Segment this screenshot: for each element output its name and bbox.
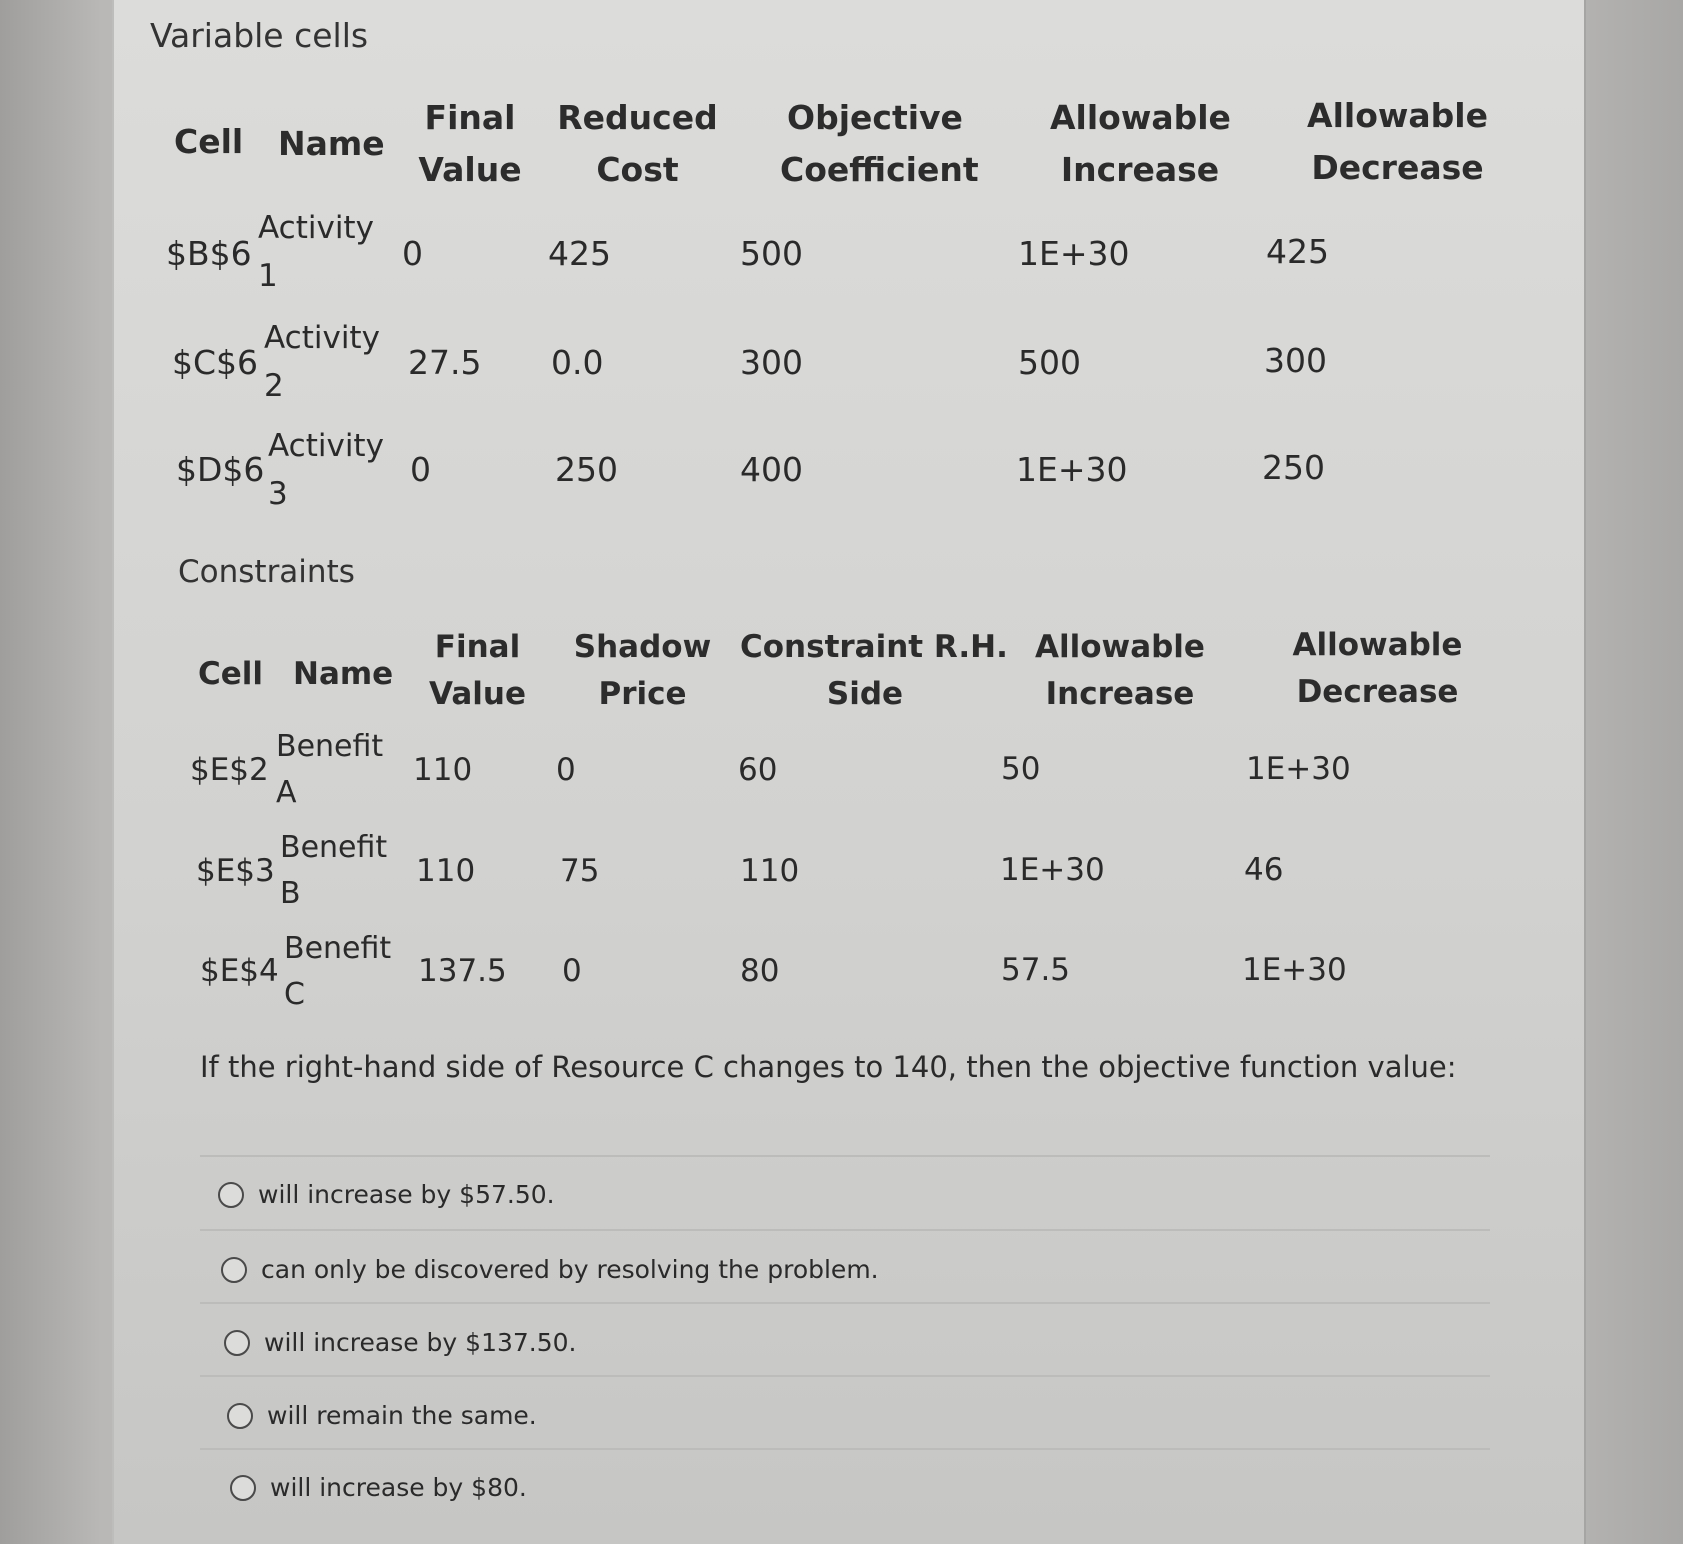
header-text: Constraint R.H. xyxy=(740,629,1008,665)
con-row-2-shadow-price: 75 xyxy=(560,853,600,889)
con-row-2-allowable-increase: 1E+30 xyxy=(1000,852,1105,888)
con-row-3-shadow-price: 0 xyxy=(562,953,582,989)
answer-option-label: will increase by $80. xyxy=(270,1473,527,1502)
header-text: Coefficient xyxy=(780,150,979,189)
answer-option-4[interactable] xyxy=(227,1401,537,1430)
var-row-1-allowable-increase: 1E+30 xyxy=(1018,234,1130,273)
con-row-1-allowable-decrease: 1E+30 xyxy=(1246,751,1351,787)
var-row-3-allowable-decrease: 250 xyxy=(1262,448,1325,487)
var-row-2-name xyxy=(264,314,380,410)
header-text: Side xyxy=(826,676,904,712)
answer-option-1[interactable] xyxy=(218,1180,555,1209)
var-row-1-cell: $B$6 xyxy=(166,234,252,273)
con-row-1-final-value: 110 xyxy=(413,752,473,788)
con-row-1-shadow-price: 0 xyxy=(556,752,576,788)
name-line: Activity xyxy=(268,428,384,464)
answer-option-2[interactable] xyxy=(221,1255,879,1284)
header-text: Allowable xyxy=(1050,98,1231,137)
con-row-1-allowable-increase: 50 xyxy=(1001,751,1041,787)
header-text: Reduced xyxy=(557,98,718,137)
name-line: Activity xyxy=(264,320,380,356)
radio-button[interactable] xyxy=(224,1330,250,1356)
con-row-1-cell: $E$2 xyxy=(190,752,269,788)
con-row-2-final-value: 110 xyxy=(416,853,476,889)
var-row-3-name xyxy=(268,422,384,518)
header-text: Increase xyxy=(1060,150,1220,189)
con-row-2-cell: $E$3 xyxy=(196,853,275,889)
header-text: Objective xyxy=(787,98,963,137)
variable-cells-title: Variable cells xyxy=(150,16,369,55)
con-header-cell xyxy=(198,648,263,700)
name-line: A xyxy=(276,775,297,810)
var-header-objective-coefficient xyxy=(780,92,979,196)
question-text: If the right-hand side of Resource C changes to 140, then the objective function value: xyxy=(200,1050,1457,1084)
var-row-2-allowable-increase: 500 xyxy=(1018,343,1081,382)
var-row-1-final-value: 0 xyxy=(402,234,423,273)
var-header-allowable-increase xyxy=(1050,92,1230,196)
con-row-2-allowable-decrease: 46 xyxy=(1244,852,1284,888)
name-line: C xyxy=(284,977,305,1012)
header-text: Value xyxy=(418,150,522,189)
answer-option-label: will increase by $137.50. xyxy=(264,1328,577,1357)
name-line: Activity xyxy=(258,210,374,246)
divider xyxy=(200,1155,1490,1157)
header-text: Allowable xyxy=(1292,627,1463,663)
header-text: Cell xyxy=(174,122,244,161)
radio-button[interactable] xyxy=(218,1182,244,1208)
con-row-3-final-value: 137.5 xyxy=(418,953,507,989)
divider xyxy=(200,1375,1490,1377)
var-row-3-objective-coefficient: 400 xyxy=(740,450,803,489)
header-text: Name xyxy=(278,124,385,163)
header-text: Final xyxy=(434,629,521,665)
radio-button[interactable] xyxy=(230,1475,256,1501)
header-text: Allowable xyxy=(1307,96,1488,135)
var-header-reduced-cost xyxy=(555,92,720,196)
con-row-2-name xyxy=(280,825,387,917)
header-text: Value xyxy=(429,676,526,712)
radio-button[interactable] xyxy=(227,1403,253,1429)
header-text: Allowable xyxy=(1035,629,1205,665)
var-header-cell xyxy=(174,116,243,168)
divider xyxy=(200,1229,1490,1231)
var-row-1-objective-coefficient: 500 xyxy=(740,234,803,273)
con-row-3-rhs: 80 xyxy=(740,953,780,989)
name-line: 1 xyxy=(258,258,278,294)
con-row-1-rhs: 60 xyxy=(738,752,778,788)
con-header-final-value xyxy=(420,624,535,718)
var-row-1-name xyxy=(258,204,374,300)
var-row-3-final-value: 0 xyxy=(410,450,431,489)
var-row-3-reduced-cost: 250 xyxy=(555,450,618,489)
name-line: 2 xyxy=(264,368,284,404)
name-line: Benefit xyxy=(280,830,388,865)
var-header-allowable-decrease xyxy=(1305,90,1490,194)
con-row-3-allowable-increase: 57.5 xyxy=(1001,952,1071,988)
answer-option-label: will remain the same. xyxy=(267,1401,537,1430)
var-row-2-reduced-cost: 0.0 xyxy=(551,343,604,382)
var-row-1-allowable-decrease: 425 xyxy=(1266,232,1329,271)
con-row-3-name xyxy=(284,926,391,1018)
var-header-final-value xyxy=(405,92,535,196)
con-header-allowable-increase xyxy=(1030,624,1210,718)
name-line: Benefit xyxy=(276,729,384,764)
con-row-2-rhs: 110 xyxy=(740,853,800,889)
radio-button[interactable] xyxy=(221,1257,247,1283)
name-line: Benefit xyxy=(284,931,392,966)
header-text: Price xyxy=(598,676,687,712)
name-line: B xyxy=(280,876,301,911)
var-row-3-cell: $D$6 xyxy=(176,450,265,489)
header-text: Name xyxy=(293,656,394,692)
var-row-2-cell: $C$6 xyxy=(172,343,259,382)
answer-option-label: can only be discovered by resolving the problem. xyxy=(261,1255,879,1284)
con-row-3-cell: $E$4 xyxy=(200,953,279,989)
answer-option-label: will increase by $57.50. xyxy=(258,1180,555,1209)
var-row-2-allowable-decrease: 300 xyxy=(1264,341,1327,380)
con-header-constraint-rhs xyxy=(740,624,1008,718)
var-header-name xyxy=(278,118,385,170)
con-header-name xyxy=(293,648,393,700)
divider xyxy=(200,1302,1490,1304)
con-header-shadow-price xyxy=(570,624,715,718)
header-text: Final xyxy=(424,98,516,137)
answer-option-5[interactable] xyxy=(230,1473,527,1502)
header-text: Increase xyxy=(1045,676,1195,712)
constraints-title: Constraints xyxy=(178,554,355,590)
var-row-2-objective-coefficient: 300 xyxy=(740,343,803,382)
name-line: 3 xyxy=(268,476,288,512)
header-text: Cell xyxy=(198,656,264,692)
var-row-2-final-value: 27.5 xyxy=(408,343,482,382)
header-text: Cost xyxy=(596,150,679,189)
var-row-3-allowable-increase: 1E+30 xyxy=(1016,450,1128,489)
var-row-1-reduced-cost: 425 xyxy=(548,234,611,273)
header-text: Shadow xyxy=(573,629,712,665)
divider xyxy=(200,1448,1490,1450)
header-text: Decrease xyxy=(1296,674,1459,710)
con-header-allowable-decrease xyxy=(1285,622,1470,716)
con-row-1-name xyxy=(276,724,383,816)
answer-option-3[interactable] xyxy=(224,1328,577,1357)
header-text: Decrease xyxy=(1311,148,1484,187)
con-row-3-allowable-decrease: 1E+30 xyxy=(1242,952,1347,988)
